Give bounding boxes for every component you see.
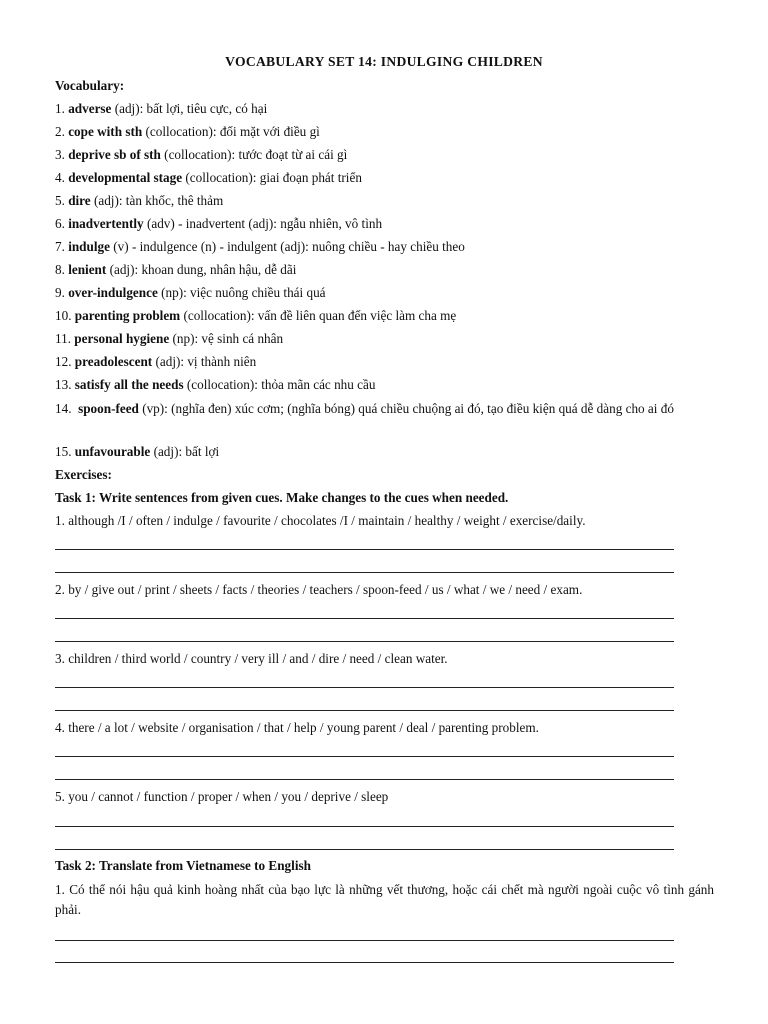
vocab-term: spoon-feed	[78, 401, 139, 416]
task1-cue: 1. although /I / often / indulge / favourite / chocolates /I / maintain / healthy / weight / exercise/daily.	[55, 513, 586, 528]
vocab-item	[55, 100, 715, 118]
vocab-number: 5.	[55, 193, 65, 208]
vocab-number: 6.	[55, 216, 65, 231]
task1-cue: 5. you / cannot / function / proper / when / you / deprive / sleep	[55, 789, 389, 804]
page-title: VOCABULARY SET 14: INDULGING CHILDREN	[225, 54, 543, 69]
vocab-item	[55, 443, 715, 461]
answer-line[interactable]	[55, 618, 674, 619]
vocab-definition: (adj): tàn khốc, thê thảm	[90, 193, 224, 208]
vocab-term: developmental stage	[68, 170, 183, 185]
vocab-number: 9.	[55, 285, 65, 300]
answer-line[interactable]	[55, 826, 674, 827]
answer-line[interactable]	[55, 641, 674, 642]
vocab-number: 10.	[55, 308, 72, 323]
vocab-item	[55, 146, 715, 164]
vocab-definition: (v) - indulgence (n) - indulgent (adj): nuông chiều - hay chiều theo	[109, 239, 465, 254]
vocab-definition: (np): việc nuông chiều thái quá	[157, 285, 326, 300]
vocab-term: parenting problem	[74, 308, 181, 323]
vocab-definition: (collocation): đối mặt với điều gì	[142, 124, 320, 139]
vocab-definition: (adj): khoan dung, nhân hậu, dễ dãi	[106, 262, 297, 277]
vocab-number: 7.	[55, 239, 65, 254]
vocab-term: unfavourable	[74, 444, 151, 459]
vocab-term: inadvertently	[68, 216, 144, 231]
answer-line[interactable]	[55, 940, 674, 941]
vocab-number: 15.	[55, 444, 72, 459]
vocab-number: 8.	[55, 262, 65, 277]
vocab-number: 3.	[55, 147, 65, 162]
task1-heading: Task 1: Write sentences from given cues. Make changes to the cues when needed.	[55, 490, 509, 505]
vocab-item	[55, 307, 715, 325]
vocab-definition: (adj): bất lợi, tiêu cực, có hại	[111, 101, 268, 116]
vocab-number: 2.	[55, 124, 65, 139]
vocab-definition: (collocation): vấn đề liên quan đến việc làm cha mẹ	[180, 308, 457, 323]
vocab-term: cope with sth	[68, 124, 143, 139]
answer-line[interactable]	[55, 962, 674, 963]
task1-cue: 2. by / give out / print / sheets / facts / theories / teachers / spoon-feed / us / what / we / need / exam.	[55, 582, 583, 597]
vocab-definition: (vp): (nghĩa đen) xúc cơm; (nghĩa bóng) quá chiều chuộng ai đó, tạo điều kiện quá dễ dàng cho ai đó	[138, 401, 674, 416]
vocab-term: preadolescent	[74, 354, 153, 369]
vocab-item	[55, 169, 715, 187]
vocab-definition: (collocation): tước đoạt từ ai cái gì	[160, 147, 348, 162]
vocab-item	[55, 284, 715, 302]
vocab-item	[55, 376, 715, 394]
vocab-number: 4.	[55, 170, 65, 185]
vocab-item	[55, 123, 715, 141]
answer-line[interactable]	[55, 849, 674, 850]
vocab-term: satisfy all the needs	[74, 377, 184, 392]
vocab-item	[55, 215, 715, 233]
vocab-definition: (adj): vị thành niên	[152, 354, 257, 369]
vocab-number: 13.	[55, 377, 72, 392]
vocab-number: 14.	[55, 401, 72, 416]
vocab-definition: (adv) - inadvertent (adj): ngẫu nhiên, vô tình	[143, 216, 383, 231]
answer-line[interactable]	[55, 572, 674, 573]
vocab-number: 1.	[55, 101, 65, 116]
answer-line[interactable]	[55, 779, 674, 780]
answer-line[interactable]	[55, 687, 674, 688]
vocab-term: over-indulgence	[68, 285, 158, 300]
answer-line[interactable]	[55, 710, 674, 711]
vocab-term: indulge	[68, 239, 110, 254]
vocab-term: lenient	[68, 262, 107, 277]
vocab-definition: (np): vệ sinh cá nhân	[169, 331, 284, 346]
vocab-item	[55, 238, 715, 256]
vocab-term: personal hygiene	[74, 331, 170, 346]
vocab-definition: (adj): bất lợi	[150, 444, 220, 459]
vocab-item	[55, 330, 715, 348]
task1-cue: 3. children / third world / country / very ill / and / dire / need / clean water.	[55, 651, 448, 666]
task2-prompt: 1. Có thể nói hậu quả kinh hoàng nhất của bạo lực là những vết thương, hoặc cái chết mà người ngoài cuộc vô tình gánh phải.	[55, 882, 714, 917]
vocab-definition: (collocation): thỏa mãn các nhu cầu	[183, 377, 376, 392]
vocabulary-heading: Vocabulary:	[55, 78, 125, 93]
exercises-heading: Exercises:	[55, 467, 112, 482]
vocab-definition: (collocation): giai đoạn phát triển	[182, 170, 362, 185]
vocab-number: 11.	[55, 331, 71, 346]
answer-line[interactable]	[55, 756, 674, 757]
vocab-term: deprive sb of sth	[68, 147, 161, 162]
task2-heading: Task 2: Translate from Vietnamese to English	[55, 858, 311, 873]
vocab-item	[55, 399, 714, 419]
task1-cue: 4. there / a lot / website / organisation / that / help / young parent / deal / parenting problem.	[55, 720, 539, 735]
vocab-term: dire	[68, 193, 91, 208]
vocab-item	[55, 353, 715, 371]
vocab-item	[55, 192, 715, 210]
vocab-term: adverse	[68, 101, 112, 116]
answer-line[interactable]	[55, 549, 674, 550]
vocab-item	[55, 261, 715, 279]
vocab-number: 12.	[55, 354, 72, 369]
